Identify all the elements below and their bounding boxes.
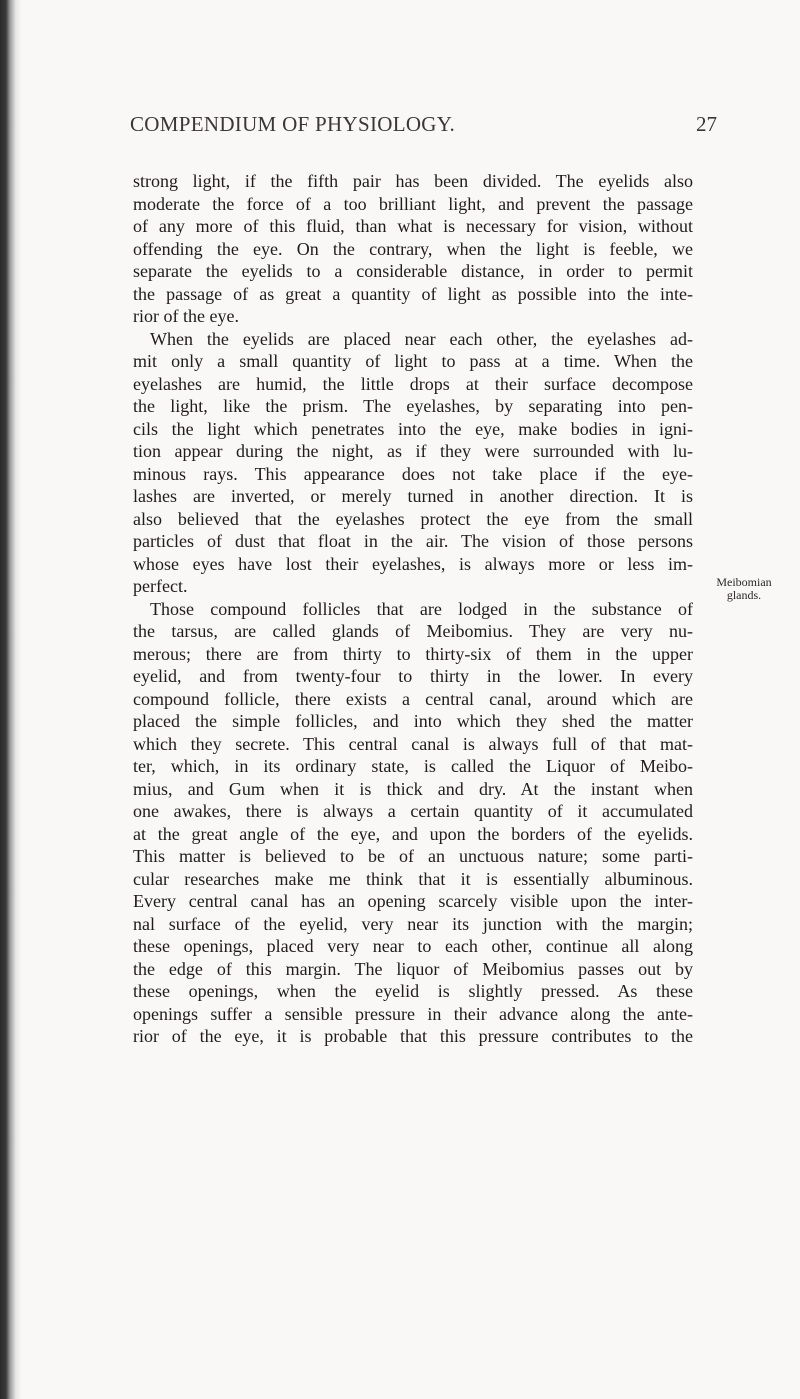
text-line: cular researches make me think that it is essentially albuminous.: [133, 868, 693, 889]
text-line: When the eyelids are placed near each other, the eyelashes ad-: [150, 328, 693, 349]
running-head-title: COMPENDIUM OF PHYSIOLOGY.: [130, 112, 456, 136]
page-binding-edge: [0, 0, 22, 1399]
text-line: lashes are inverted, or merely turned in another direction. It is: [133, 486, 693, 506]
text-line: one awakes, there is always a certain quantity of it accumulated: [133, 801, 693, 821]
text-line: the edge of this margin. The liquor of Meibomius passes out by: [133, 958, 693, 979]
margin-note-line: glands.: [726, 588, 762, 602]
text-line: tion appear during the night, as if they were surrounded with lu-: [133, 441, 693, 461]
text-line: perfect.: [133, 576, 188, 596]
text-line: which they secrete. This central canal is always full of that mat-: [133, 733, 693, 754]
text-line: strong light, if the fifth pair has been divided. The eyelids also: [133, 171, 693, 191]
text-line: minous rays. This appearance does not take place if the eye-: [133, 463, 693, 484]
text-line: of any more of this fluid, than what is necessary for vision, without: [133, 216, 693, 236]
text-line: cils the light which penetrates into the eye, make bodies in igni-: [133, 418, 693, 439]
body-text: [133, 170, 693, 1048]
text-line: particles of dust that float in the air. The vision of those persons: [133, 531, 693, 551]
text-line: whose eyes have lost their eyelashes, is always more or less im-: [133, 553, 693, 574]
text-line: mit only a small quantity of light to pass at a time. When the: [133, 351, 693, 371]
text-line: Every central canal has an opening scarcely visible upon the inter-: [133, 891, 693, 911]
text-line: ter, which, in its ordinary state, is called the Liquor of Meibo-: [133, 756, 693, 776]
text-line: moderate the force of a too brilliant light, and prevent the passage: [133, 193, 693, 214]
text-line: openings suffer a sensible pressure in their advance along the ante-: [133, 1003, 693, 1024]
margin-note-line: Meibomian: [716, 575, 772, 589]
text-line: nal surface of the eyelid, very near its junction with the margin;: [133, 913, 693, 934]
text-line: This matter is believed to be of an unctuous nature; some parti-: [133, 846, 693, 866]
margin-note: [704, 576, 784, 602]
text-line: offending the eye. On the contrary, when the light is feeble, we: [133, 238, 693, 259]
text-line: separate the eyelids to a considerable distance, in order to permit: [133, 261, 693, 281]
text-line: these openings, when the eyelid is slightly pressed. As these: [133, 981, 693, 1001]
text-line: mius, and Gum when it is thick and dry. At the instant when: [133, 778, 693, 799]
text-line: the tarsus, are called glands of Meibomius. They are very nu-: [133, 621, 693, 641]
text-line: the light, like the prism. The eyelashes, by separating into pen-: [133, 396, 693, 416]
text-line: Those compound follicles that are lodged in the substance of: [150, 598, 693, 619]
text-line: merous; there are from thirty to thirty-six of them in the upper: [133, 643, 693, 664]
text-line: eyelid, and from twenty-four to thirty in the lower. In every: [133, 666, 693, 686]
text-line: the passage of as great a quantity of light as possible into the inte-: [133, 283, 693, 304]
page-number: 27: [696, 112, 717, 136]
text-line: these openings, placed very near to each other, continue all along: [133, 936, 693, 956]
text-line: eyelashes are humid, the little drops at their surface decompose: [133, 373, 693, 394]
text-line: rior of the eye, it is probable that this pressure contributes to the: [133, 1026, 693, 1046]
text-line: at the great angle of the eye, and upon the borders of the eyelids.: [133, 823, 693, 844]
text-line: also believed that the eyelashes protect the eye from the small: [133, 508, 693, 529]
text-line: placed the simple follicles, and into which they shed the matter: [133, 711, 693, 731]
text-line: compound follicle, there exists a central canal, around which are: [133, 688, 693, 709]
text-line: rior of the eye.: [133, 306, 239, 326]
